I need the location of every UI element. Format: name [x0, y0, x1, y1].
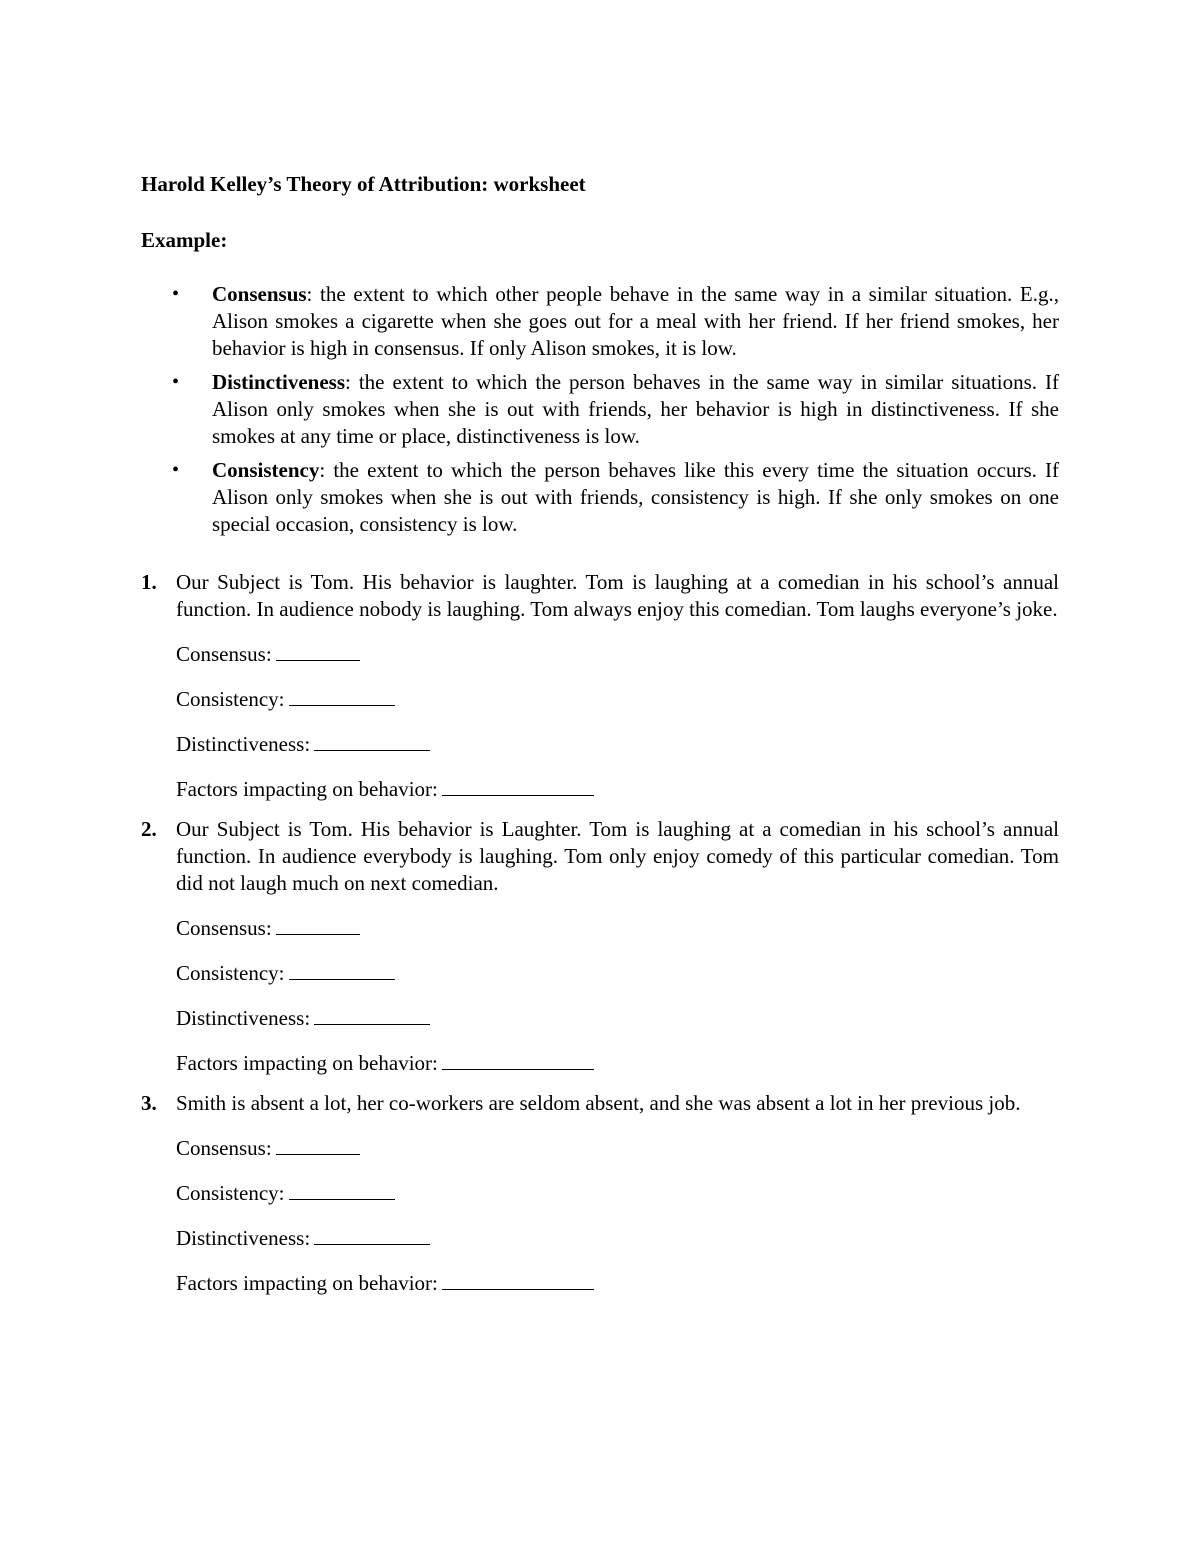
factors-field — [176, 776, 1059, 803]
worksheet-title: Harold Kelley’s Theory of Attribution: worksheet — [141, 172, 586, 196]
distinctiveness-blank[interactable] — [314, 1226, 430, 1245]
consistency-label: Consistency: — [176, 961, 285, 985]
distinctiveness-label: Distinctiveness: — [176, 1006, 311, 1030]
consensus-field — [176, 641, 1059, 668]
consensus-blank[interactable] — [276, 642, 360, 661]
consensus-blank[interactable] — [276, 1136, 360, 1155]
definition-text: : the extent to which the person behaves like this every time the situation occurs. If Alison only smokes when she is out with friends, consistency is high. If she only smokes on one special occasion, consistency is low. — [212, 458, 1059, 536]
consistency-label: Consistency: — [176, 1181, 285, 1205]
factors-field — [176, 1270, 1059, 1297]
factors-blank[interactable] — [442, 777, 594, 796]
consensus-field — [176, 1135, 1059, 1162]
definition-consensus — [141, 281, 1059, 362]
bullet-icon: • — [172, 283, 180, 305]
question-1 — [141, 569, 1059, 803]
definition-distinctiveness — [141, 369, 1059, 450]
consistency-field — [176, 960, 1059, 987]
question-number: 2. — [141, 817, 157, 841]
consensus-field — [176, 915, 1059, 942]
distinctiveness-field — [176, 1225, 1059, 1252]
consistency-blank[interactable] — [289, 1181, 395, 1200]
consensus-label: Consensus: — [176, 642, 272, 666]
distinctiveness-label: Distinctiveness: — [176, 1226, 311, 1250]
definition-term: Distinctiveness — [212, 370, 345, 394]
question-number: 1. — [141, 570, 157, 594]
consistency-field — [176, 1180, 1059, 1207]
question-text: Our Subject is Tom. His behavior is laughter. Tom is laughing at a comedian in his school’s annual function. In audience nobody is laughing. Tom always enjoy this comedian. Tom laughs everyone’s joke. — [176, 570, 1059, 621]
consistency-field — [176, 686, 1059, 713]
question-3 — [141, 1090, 1059, 1297]
question-number: 3. — [141, 1091, 157, 1115]
definition-text: : the extent to which other people behave in the same way in a similar situation. E.g., Alison smokes a cigarette when she goes out for a meal with her friend. If her friend smokes, her behavior is high in consensus. If only Alison smokes, it is low. — [212, 282, 1059, 360]
distinctiveness-blank[interactable] — [314, 1006, 430, 1025]
definition-term: Consensus — [212, 282, 307, 306]
factors-label: Factors impacting on behavior: — [176, 1051, 438, 1075]
question-2 — [141, 816, 1059, 1077]
factors-field — [176, 1050, 1059, 1077]
factors-label: Factors impacting on behavior: — [176, 1271, 438, 1295]
question-text: Our Subject is Tom. His behavior is Laughter. Tom is laughing at a comedian in his school’s annual function. In audience everybody is laughing. Tom only enjoy comedy of this particular comedian. Tom did not laugh much on next comedian. — [176, 817, 1059, 895]
consensus-label: Consensus: — [176, 1136, 272, 1160]
question-list — [141, 569, 1059, 1297]
distinctiveness-field — [176, 731, 1059, 758]
distinctiveness-blank[interactable] — [314, 732, 430, 751]
consistency-blank[interactable] — [289, 961, 395, 980]
factors-label: Factors impacting on behavior: — [176, 777, 438, 801]
bullet-icon: • — [172, 371, 180, 393]
bullet-icon: • — [172, 459, 180, 481]
distinctiveness-label: Distinctiveness: — [176, 732, 311, 756]
definition-term: Consistency — [212, 458, 320, 482]
definition-list — [141, 281, 1059, 538]
definition-consistency — [141, 457, 1059, 538]
example-heading: Example: — [141, 228, 228, 252]
question-text: Smith is absent a lot, her co-workers are seldom absent, and she was absent a lot in her previous job. — [176, 1091, 1021, 1115]
factors-blank[interactable] — [442, 1051, 594, 1070]
definition-text: : the extent to which the person behaves in the same way in similar situations. If Alison only smokes when she is out with friends, her behavior is high in distinctiveness. If she smokes at any time or place, distinctiveness is low. — [212, 370, 1059, 448]
consistency-label: Consistency: — [176, 687, 285, 711]
consensus-label: Consensus: — [176, 916, 272, 940]
factors-blank[interactable] — [442, 1271, 594, 1290]
consensus-blank[interactable] — [276, 916, 360, 935]
distinctiveness-field — [176, 1005, 1059, 1032]
consistency-blank[interactable] — [289, 687, 395, 706]
